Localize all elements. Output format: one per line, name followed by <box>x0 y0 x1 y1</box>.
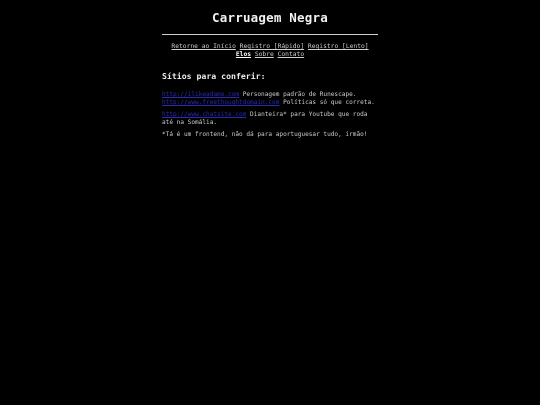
link-description: Personagem padrão de Runescape. <box>239 91 357 98</box>
site-title: Carruagem Negra <box>212 10 328 25</box>
link-chatsite[interactable]: http://www.chatsite.com <box>162 111 247 118</box>
link-description: Dianteira* para Youtube que roda até na Somália. <box>162 111 368 126</box>
nav-register-fast-link[interactable]: Registro [Rápido] <box>239 43 305 50</box>
list-item <box>162 111 378 127</box>
nav-links-current[interactable]: Elos <box>235 51 252 58</box>
header-divider <box>162 34 378 35</box>
link-ilikeadamo[interactable]: http://ilikeadamo.com <box>162 91 240 98</box>
nav-contact-link[interactable]: Contato <box>277 51 305 58</box>
page-container <box>162 0 378 145</box>
nav-register-slow-link[interactable]: Registro [Lento] <box>307 43 369 50</box>
footnote: *Tá é um frontend, não dá para aportuguesar tudo, irmão! <box>162 131 368 138</box>
link-freethoughtdomain[interactable]: http://www.freethoughtdomain.com <box>162 99 280 106</box>
nav-home-link[interactable]: Retorne ao Início <box>171 43 236 50</box>
link-description: Políticas só que correta. <box>279 99 375 106</box>
section-heading: Sítios para conferir: <box>162 71 266 81</box>
list-item <box>162 91 378 99</box>
list-item <box>162 99 378 107</box>
nav-about-link[interactable]: Sobre <box>254 51 274 58</box>
main-nav <box>162 43 378 59</box>
